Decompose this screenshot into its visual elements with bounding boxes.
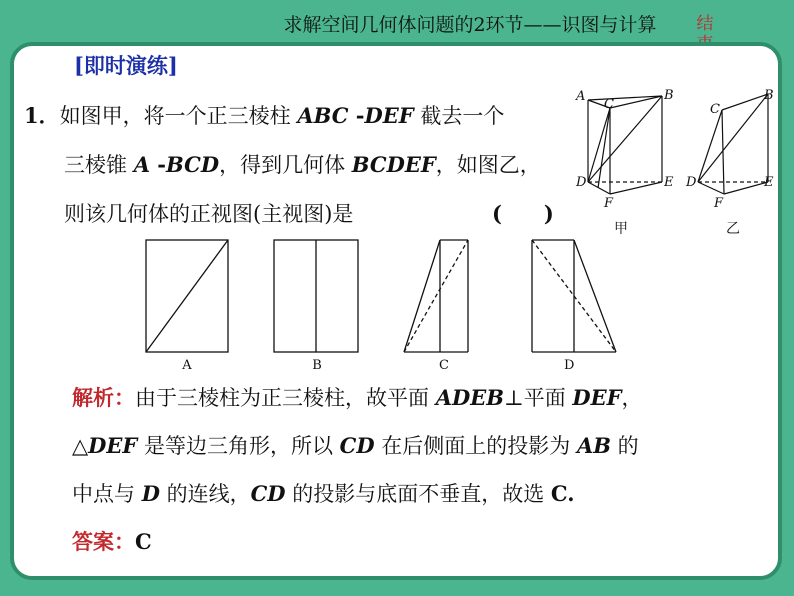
slide-header-title: 求解空间几何体问题的2环节——识图与计算 [283,14,657,36]
analysis-line-3: 中点与 D 的连线，CD 的投影与底面不垂直，故选 C. [72,481,575,506]
question-line-3: 则该几何体的正视图(主视图)是 [64,202,354,226]
yi-label-D: D [686,175,697,190]
jia-label-A: A [576,89,586,104]
content-panel [10,42,782,580]
option-c-view [404,240,468,352]
figure-yi [684,82,782,232]
jia-label-E: E [664,175,674,190]
jia-label-F: F [604,196,614,211]
yi-caption: 乙 [726,221,740,237]
analysis-line-2: △DEF 是等边三角形，所以 CD 在后侧面上的投影为 AB 的 [72,433,639,458]
answer-value: C [135,529,152,554]
yi-label-C: C [710,102,720,117]
options-figures [140,236,640,366]
option-d-view [532,240,616,352]
answer-line [72,526,152,556]
answer-paren: ( ) [492,201,554,226]
answer-label: 答案： [72,529,135,554]
yi-label-B: B [764,88,774,103]
jia-label-C: C [604,97,614,112]
jia-label-B: B [664,88,674,103]
jia-caption: 甲 [614,221,628,237]
question-number: 1． [24,103,60,128]
analysis-line-1: 解析：由于三棱柱为正三棱柱，故平面 ADEB⊥平面 DEF， [72,385,643,410]
analysis-label: 解析： [72,385,135,410]
yi-label-E: E [764,175,774,190]
jia-label-D: D [576,175,587,190]
question-line-1: 1．如图甲，将一个正三棱柱 ABC -DEF 截去一个 [24,103,505,128]
figure-jia [574,82,684,232]
end-label-1: 结 [696,14,714,34]
question-line-2: 三棱锥 A -BCD，得到几何体 BCDEF，如图乙， [64,152,541,177]
option-label-d: D [564,358,575,373]
yi-label-F: F [714,196,724,211]
option-label-b: B [312,358,322,373]
section-title: [即时演练] [74,53,178,78]
option-label-c: C [439,358,449,373]
option-label-a: A [182,358,192,373]
